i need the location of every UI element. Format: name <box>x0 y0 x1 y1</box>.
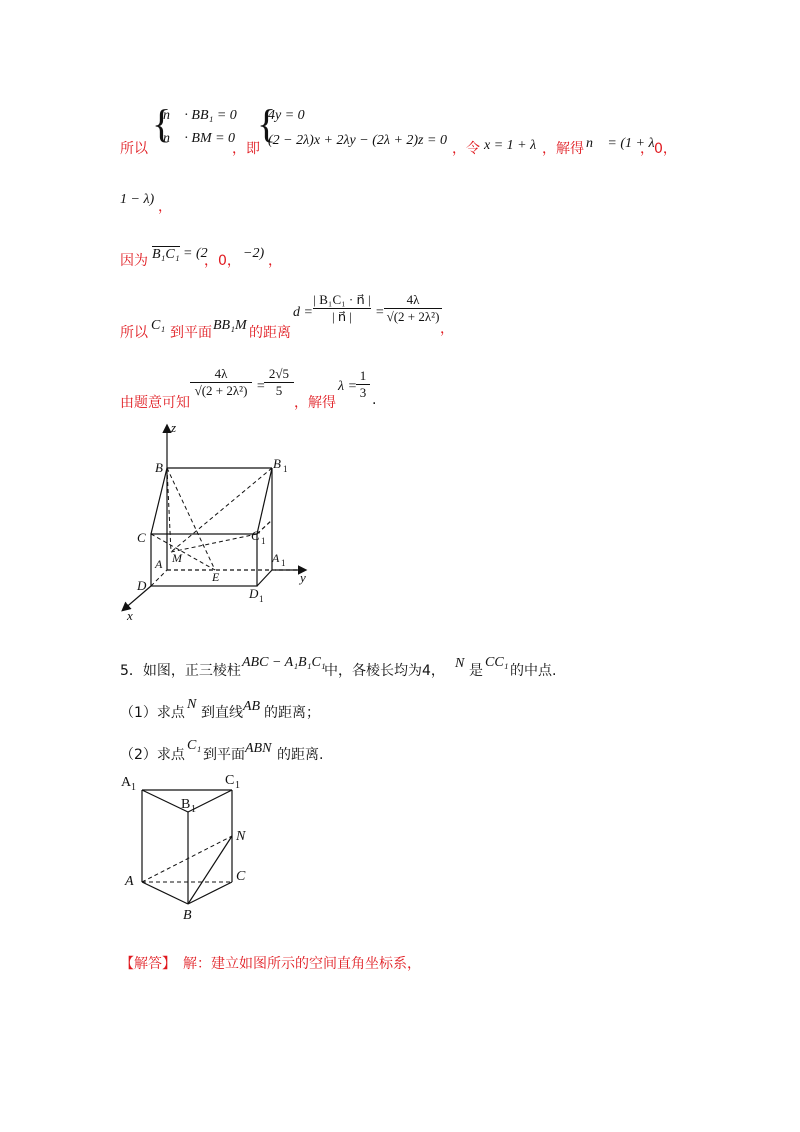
label-z: z <box>171 420 177 435</box>
q2-suffix: 的距离. <box>277 747 324 763</box>
n-vector-expression: n⃗ = (1 + λ <box>586 136 655 151</box>
label-b1-sub: 1 <box>283 464 288 474</box>
hidden-bm <box>167 468 171 552</box>
let-expression: x = 1 + λ <box>484 138 537 153</box>
answer-text: 解：建立如图所示的空间直角坐标系， <box>183 956 421 972</box>
q1-suffix: 的距离； <box>264 705 320 721</box>
text-youtiyi: 由题意可知 <box>120 395 190 411</box>
text-shi: 是 <box>469 663 483 679</box>
lambda-denominator: 3 <box>356 384 370 401</box>
distance-fraction <box>313 292 371 325</box>
system2-row1: 4y = 0 <box>268 108 305 123</box>
problem5-intro: 5．如图，正三棱柱 <box>120 663 241 679</box>
hidden-da <box>151 570 167 586</box>
text-dejuli: 的距离 <box>249 325 291 341</box>
system1-row1: n⃗ · BB₁ = 0 <box>163 108 237 123</box>
equals-sign-2: = <box>256 379 266 394</box>
prism-name: ABC − A₁B₁C₁ <box>242 655 326 670</box>
system2-row2: (2 − 2λ)x + 2λy − (2λ + 2)z = 0 <box>268 133 447 148</box>
q1-point-n: N <box>187 697 197 712</box>
point-n-p5: N <box>455 656 465 671</box>
q2-point-c1: C₁ <box>187 738 202 753</box>
point-c1: C₁ <box>151 318 166 333</box>
q2-plane-abn: ABN <box>245 741 272 756</box>
segment-bn <box>188 836 232 904</box>
edge-ab <box>142 882 188 904</box>
left-brace-1: { <box>152 101 172 146</box>
text-zero-1: ，0， <box>640 141 677 157</box>
text-midpoint: 的中点. <box>510 663 557 679</box>
text-comma-3: ， <box>440 321 454 337</box>
label-p-c: C <box>236 869 246 884</box>
condition-fraction-right <box>264 366 294 399</box>
condition-fraction-left <box>190 366 252 399</box>
problem5-edges: 中，各棱长均为4， <box>324 663 445 679</box>
label-p-a: A <box>125 874 134 889</box>
label-d: D <box>137 578 147 593</box>
vector-b1c1: B₁C₁ <box>152 247 180 262</box>
label-p-a1-sub: 1 <box>131 782 136 793</box>
label-a1-sub: 1 <box>281 558 286 568</box>
plane-bb1m: BB₁M <box>213 318 247 333</box>
text-zero-2: ，0， <box>204 253 241 269</box>
answer-tag: 【解答】 <box>120 956 176 972</box>
hidden-mc1 <box>171 534 257 552</box>
text-daopingmian: 到平面 <box>170 325 212 341</box>
condition-denominator-left: √(2 + 2λ²) <box>190 382 252 399</box>
hidden-an <box>142 836 232 882</box>
lambda-fraction <box>356 368 370 401</box>
text-yinwei: 因为 <box>120 253 148 269</box>
text-suoyi-2: 所以 <box>120 325 148 341</box>
label-y: y <box>300 570 306 585</box>
label-d1: D <box>249 586 259 601</box>
d-equals: d = <box>293 305 313 320</box>
label-e: E <box>212 570 220 584</box>
edge-cc1: CC₁ <box>485 655 509 670</box>
label-x: x <box>127 608 133 623</box>
text-ji: ，即 <box>232 141 260 157</box>
figure-triangular-prism <box>115 768 255 926</box>
label-p-b1: B <box>181 797 191 812</box>
label-b1: B <box>273 456 281 471</box>
text-comma-1: ， <box>158 199 172 215</box>
vector-b1c1-value-b: −2) <box>243 246 265 261</box>
text-period-4: . <box>372 392 377 408</box>
q1-prefix: （1）求点 <box>120 705 185 721</box>
q1-line-ab: AB <box>243 699 261 714</box>
label-d1-sub: 1 <box>259 594 264 604</box>
label-c1-sub: 1 <box>261 536 266 546</box>
edge-bc <box>151 468 167 534</box>
label-b: B <box>155 460 163 475</box>
label-p-b1-sub: 1 <box>191 804 196 815</box>
text-comma-2: ， <box>268 253 282 269</box>
label-c1: C <box>251 528 260 543</box>
label-a: A <box>155 557 163 571</box>
q2-to-plane: 到平面 <box>203 747 245 763</box>
equals-sign-1: = <box>375 305 385 320</box>
label-p-c1-sub: 1 <box>235 780 240 791</box>
label-a1: A <box>272 551 280 565</box>
vector-b1c1-value-a: = (2 <box>183 246 208 261</box>
distance-value-numerator: 4λ <box>406 292 420 307</box>
label-p-c1: C <box>225 773 235 788</box>
label-p-a1: A <box>121 775 132 790</box>
edge-d1a1 <box>257 570 272 586</box>
condition-denominator-right: 5 <box>264 382 294 399</box>
system1-row2: n⃗ · BM = 0 <box>163 131 236 146</box>
lambda-numerator: 1 <box>359 368 367 383</box>
distance-denominator: | n⃗ | <box>313 308 371 325</box>
edge-b1c1 <box>257 468 272 534</box>
n-vector-continued: 1 − λ) <box>120 192 155 207</box>
distance-value-denominator: √(2 + 2λ²) <box>384 308 442 325</box>
label-m: M <box>172 551 182 565</box>
text-suoyi-1: 所以 <box>120 141 148 157</box>
distance-value-fraction <box>384 292 442 325</box>
label-p-b: B <box>183 908 192 923</box>
label-p-n: N <box>236 829 246 844</box>
text-jiede-2: ，解得 <box>294 395 336 411</box>
condition-numerator-right: 2√5 <box>268 366 290 381</box>
q2-prefix: （2）求点 <box>120 747 185 763</box>
lambda-equals: λ = <box>338 379 358 394</box>
text-jiede-1: ，解得 <box>542 141 584 157</box>
left-brace-2: { <box>257 101 277 146</box>
condition-numerator-left: 4λ <box>214 366 228 381</box>
distance-numerator: | B₁C₁ · n⃗ | <box>313 292 371 307</box>
text-ling: ，令 <box>452 141 480 157</box>
label-c: C <box>137 530 146 545</box>
q1-to-line: 到直线 <box>201 705 243 721</box>
figure-cuboid-coordinates <box>115 420 325 625</box>
